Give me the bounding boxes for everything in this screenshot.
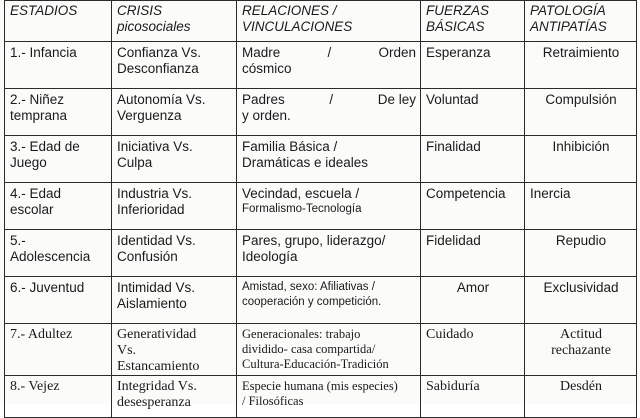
header-estadios-label: ESTADIOS	[10, 3, 78, 18]
fuerza-cell	[421, 89, 525, 136]
estadio-line2: escolar	[10, 202, 54, 217]
crisis-cell	[112, 230, 237, 277]
header-fuerzas-line1: FUERZAS	[426, 3, 490, 18]
header-fuerzas-line2: BÁSICAS	[426, 19, 485, 34]
patologia-value: Inhibición	[552, 139, 610, 154]
header-estadios	[5, 1, 112, 42]
crisis-line1: Iniciativa Vs.	[117, 139, 193, 154]
relaciones-cell	[237, 230, 421, 277]
header-patologia	[525, 1, 637, 42]
fuerza-value: Fidelidad	[426, 233, 481, 248]
relaciones-word: Padres	[242, 92, 285, 107]
header-relaciones	[237, 1, 421, 42]
relaciones-line1: Familia Básica /	[242, 139, 338, 154]
crisis-cell	[112, 324, 237, 376]
table-row	[5, 136, 637, 183]
table-row	[5, 376, 637, 418]
estadio-cell	[5, 324, 112, 376]
fuerza-cell	[421, 230, 525, 277]
relaciones-line2: y orden.	[242, 108, 291, 123]
crisis-cell	[112, 89, 237, 136]
relaciones-line2: Dramáticas e ideales	[242, 155, 369, 170]
estadio-cell	[5, 42, 112, 89]
fuerza-value: Competencia	[426, 186, 506, 201]
crisis-cell	[112, 277, 237, 324]
estadio-line1: 5.-	[10, 233, 26, 248]
fuerza-cell	[421, 376, 525, 418]
relaciones-line1	[242, 92, 416, 108]
crisis-line2: Verguenza	[117, 108, 182, 123]
header-row	[5, 1, 637, 42]
crisis-cell	[112, 42, 237, 89]
relaciones-line3: Cultura-Educación-Tradición	[242, 357, 389, 371]
relaciones-line2: / Filosóficas	[242, 394, 304, 408]
relaciones-cell	[237, 136, 421, 183]
header-crisis-line2: picosociales	[117, 19, 191, 34]
fuerza-cell	[421, 277, 525, 324]
estadio-cell	[5, 277, 112, 324]
crisis-cell	[112, 376, 237, 418]
relaciones-line2: Ideología	[242, 249, 298, 264]
header-crisis-line1: CRISIS	[117, 3, 163, 18]
estadio-line1: 4.- Edad	[10, 186, 62, 201]
estadio-cell	[5, 183, 112, 230]
crisis-line1: Intimidad Vs.	[117, 280, 196, 295]
relaciones-line2: cooperación y competición.	[242, 296, 382, 308]
patologia-cell	[525, 42, 637, 89]
patologia-line1: Actitud	[560, 327, 602, 342]
crisis-line2: Aislamiento	[117, 296, 187, 311]
erikson-stages-table	[4, 0, 637, 418]
crisis-line3: Estancamiento	[117, 359, 200, 374]
header-relaciones-line1: RELACIONES /	[242, 3, 337, 18]
relaciones-line1: Amistad, sexo: Afiliativas /	[242, 281, 375, 293]
patologia-value: Desdén	[560, 379, 602, 394]
crisis-line1: Identidad Vs.	[117, 233, 196, 248]
relaciones-line2: cósmico	[242, 61, 292, 76]
relaciones-cell	[237, 42, 421, 89]
patologia-cell	[525, 89, 637, 136]
relaciones-word: Orden	[378, 45, 416, 60]
relaciones-line2: Formalismo-Tecnología	[242, 203, 362, 215]
estadio-line2: temprana	[10, 108, 68, 123]
crisis-line1: Industria Vs.	[117, 186, 193, 201]
patologia-cell	[525, 324, 637, 376]
fuerza-cell	[421, 42, 525, 89]
table-row	[5, 324, 637, 376]
estadio-cell	[5, 89, 112, 136]
patologia-value: Repudio	[555, 233, 607, 248]
patologia-value: Compulsión	[545, 92, 617, 107]
crisis-line1: Autonomía Vs.	[117, 92, 206, 107]
estadio-cell	[5, 136, 112, 183]
relaciones-line1: Especie humana (mis especies)	[242, 379, 398, 393]
header-relaciones-line2: VINCULACIONES	[242, 19, 353, 34]
relaciones-line1: Generacionales: trabajo	[242, 327, 361, 341]
fuerza-value: Esperanza	[426, 45, 491, 60]
table-row	[5, 230, 637, 277]
fuerza-cell	[421, 136, 525, 183]
estadio-line1: 1.- Infancia	[10, 45, 77, 60]
relaciones-word: De ley	[377, 92, 416, 107]
relaciones-line1: Vecindad, escuela /	[242, 186, 360, 201]
fuerza-value: Voluntad	[426, 92, 479, 107]
estadio-line1: 2.- Niñez	[10, 92, 65, 107]
patologia-cell	[525, 230, 637, 277]
estadio-line1: 7.- Adultez	[10, 327, 73, 342]
estadio-cell	[5, 376, 112, 418]
crisis-line2: Vs.	[117, 343, 137, 358]
table-row	[5, 277, 637, 324]
relaciones-cell	[237, 183, 421, 230]
estadio-line1: 6.- Juventud	[10, 280, 85, 295]
estadio-line1: 8.- Vejez	[10, 379, 60, 394]
crisis-line1: Generatividad	[117, 327, 197, 342]
fuerza-value: Amor	[456, 280, 490, 295]
patologia-cell	[525, 277, 637, 324]
table-row	[5, 183, 637, 230]
fuerza-value: Cuidado	[426, 327, 474, 342]
crisis-cell	[112, 136, 237, 183]
patologia-line2: rechazante	[551, 343, 611, 358]
table-row	[5, 89, 637, 136]
fuerza-value: Sabiduría	[426, 379, 480, 394]
crisis-line1: Integridad Vs.	[117, 379, 197, 394]
relaciones-cell	[237, 277, 421, 324]
header-patologia-line1: PATOLOGÍA	[530, 3, 606, 18]
estadio-line2: Juego	[10, 155, 47, 170]
crisis-line1: Confianza Vs.	[117, 45, 202, 60]
relaciones-word: Madre	[242, 45, 281, 60]
relaciones-slash: /	[329, 92, 334, 107]
patologia-cell	[525, 136, 637, 183]
header-crisis	[112, 1, 237, 42]
relaciones-cell	[237, 324, 421, 376]
table-row	[5, 42, 637, 89]
estadio-line1: 3.- Edad de	[10, 139, 80, 154]
crisis-line2: Inferioridad	[117, 202, 185, 217]
crisis-cell	[112, 183, 237, 230]
crisis-line2: Confusión	[117, 249, 178, 264]
estadio-line2: Adolescencia	[10, 249, 91, 264]
fuerza-value: Finalidad	[426, 139, 481, 154]
patologia-cell	[525, 376, 637, 418]
patologia-value: Retraimiento	[542, 45, 620, 60]
fuerza-cell	[421, 324, 525, 376]
crisis-line2: Culpa	[117, 155, 153, 170]
estadio-cell	[5, 230, 112, 277]
patologia-cell	[525, 183, 637, 230]
relaciones-line1: Pares, grupo, liderazgo/	[242, 233, 386, 248]
relaciones-slash: /	[327, 45, 332, 60]
relaciones-line1	[242, 45, 416, 61]
patologia-value: Exclusividad	[543, 280, 619, 295]
relaciones-line2: dividido- casa compartida/	[242, 342, 376, 356]
relaciones-cell	[237, 376, 421, 418]
header-patologia-line2: ANTIPATÍAS	[530, 19, 607, 34]
crisis-line2: Desconfianza	[117, 61, 199, 76]
relaciones-cell	[237, 89, 421, 136]
header-fuerzas	[421, 1, 525, 42]
patologia-value: Inercia	[530, 186, 571, 201]
fuerza-cell	[421, 183, 525, 230]
crisis-line2: desesperanza	[117, 395, 191, 410]
